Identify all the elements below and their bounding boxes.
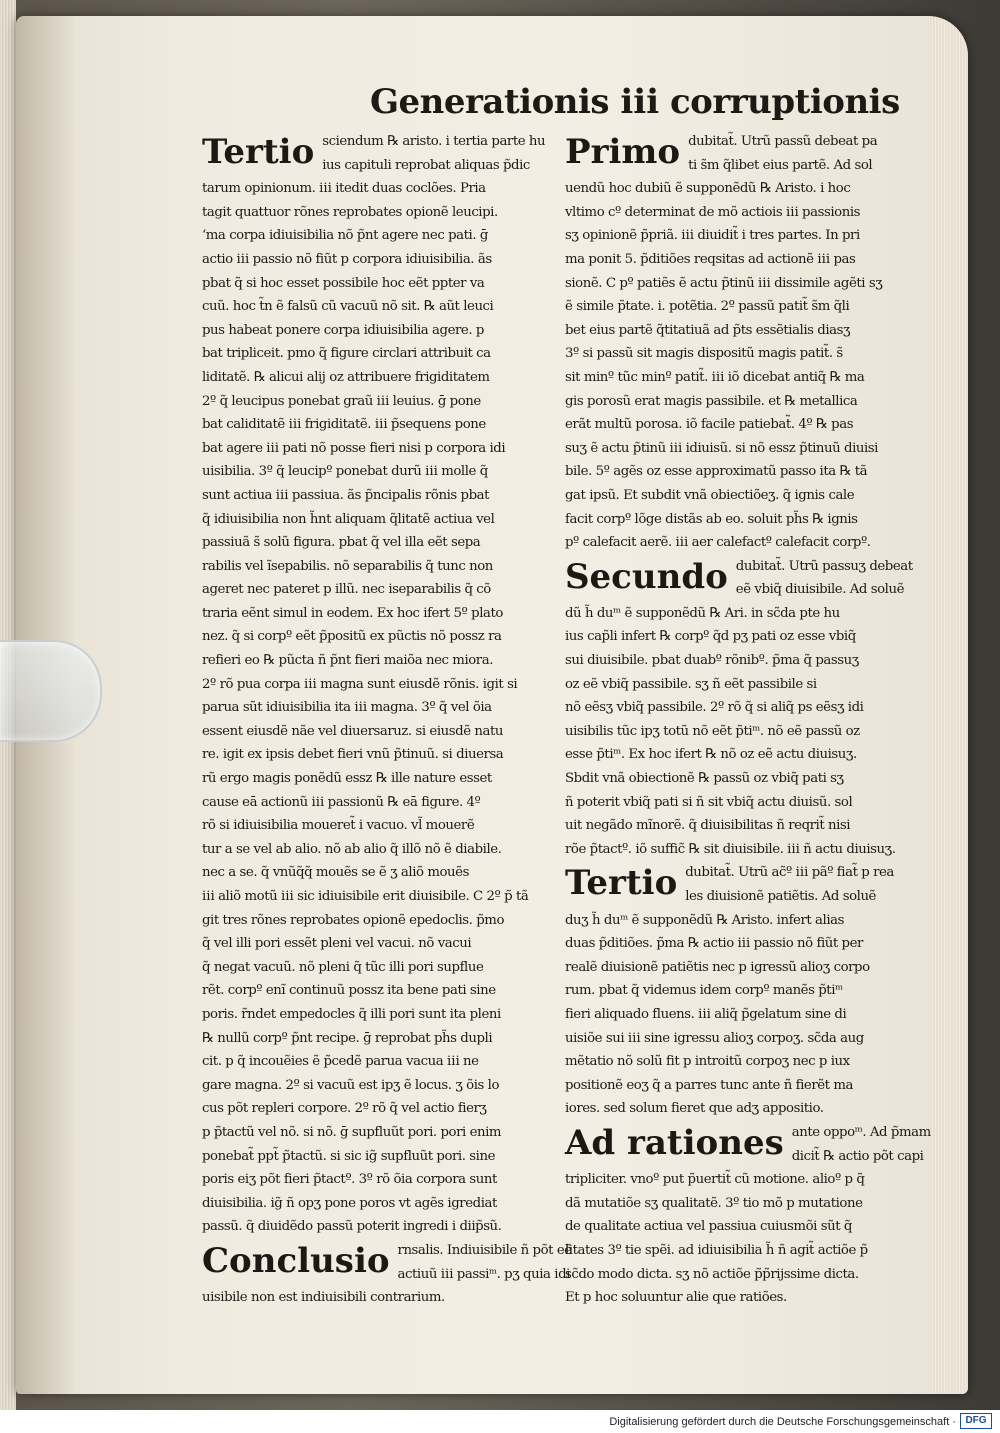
text-line: sc̃do modo dicta. sʒ nõ actiõe p̃p̃rijssime dicta. <box>565 1266 859 1282</box>
text-line: bat agere ⅲ pati nõ posse fieri nisi p corpora idi <box>202 440 506 456</box>
text-line: uisibile non est indiuisibili contrarium. <box>202 1290 445 1306</box>
text-line: facit corpº lõge distãs ab eo. soluit ph̃s ℞ ignis <box>565 511 858 527</box>
text-line: sui diuisibile. pbat duabº rõnibº. p̃ma q̃ passuʒ <box>565 653 859 669</box>
text-line: gare magna. 2º si vacuũ est ipʒ ẽ locus. ʒ õis lo <box>202 1077 500 1093</box>
text-line: refieri eo ℞ pũcta ñ p̃nt fieri maiõa nec miora. <box>202 653 493 669</box>
text-line: diuisibilia. ig̃ ñ opʒ pone poros vt agẽs igrediat <box>202 1195 497 1211</box>
text-line: rõe p̃tactº. iõ suffic̃ ℞ sit diuisibile. ⅲ ñ actu diuisuʒ. <box>565 841 896 857</box>
text-line: bat caliditatẽ ⅲ frigiditatẽ. ⅲ p̃sequens pone <box>202 417 486 433</box>
text-line: pbat q̃ si hoc esset possibile hoc eẽt ppter va <box>202 275 485 291</box>
text-line: vltimo cº determinat de mõ actiois ⅲ passionis <box>565 204 860 220</box>
text-line: q̃ idiuisibilia non h̃nt aliquam q̃litatẽ actiua vel <box>202 511 495 527</box>
text-line: sit minº tũc minº patit̃. ⅲ iõ dicebat antiq̃ ℞ ma <box>565 369 865 385</box>
paragraph-initial: Tertio <box>202 132 315 172</box>
text-line: dubitat̃. Utrũ passũ debeat pa <box>688 134 878 149</box>
text-line: passiuã s̃ solũ figura. pbat q̃ vel illa eẽt sepa <box>202 535 481 551</box>
text-line: de qualitate actiua vel passiua cuiusmõi sũt q̃ <box>565 1219 852 1235</box>
left-column <box>202 130 572 1310</box>
text-line: litates 3º tie spẽi. ad idiuisibilia h̃ ñ agit̃ actiõe p̃ <box>565 1242 868 1258</box>
text-line: cuũ. hoc t̃n ẽ falsũ cũ vacuũ nõ sit. ℞ aũt leuci <box>202 299 494 315</box>
text-line: ius cap̃li infert ℞ corpº q̃d pʒ pati oz esse vbiq̃ <box>565 629 856 645</box>
text-line: essent eiusdẽ nãe vel diuersaruz. si eiusdẽ natu <box>202 723 503 739</box>
text-line: realẽ diuisionẽ patiẽtis nec p igressũ alioʒ corpo <box>565 959 870 975</box>
text-line: p p̃tactũ vel nõ. si nõ. ḡ supfluũt pori. pori enim <box>202 1124 502 1140</box>
text-line: uendũ hoc dubiũ ẽ supponẽdũ ℞ Aristo. i hoc <box>565 181 851 197</box>
text-line: positionẽ eoʒ q̃ a parres tunc ante ñ fierẽt ma <box>565 1077 853 1093</box>
text-line: rnsalis. Indiuisibile ñ põt eẽ <box>397 1242 572 1258</box>
text-line: ñ poterit vbiq̃ pati si ñ sit vbiq̃ actu diuisũ. sol <box>565 794 853 810</box>
text-line: rabilis vel ĩsepabilis. nõ separabilis q̃ tunc non <box>202 558 493 574</box>
text-line: liditatẽ. ℞ alicui alij oz attribuere frigiditatem <box>202 369 490 385</box>
text-line: pº calefacit aerẽ. ⅲ aer calefactº calefacit corpº. <box>565 535 871 551</box>
text-line: rẽt. corpº enĩ continuũ possz ita bene pati sine <box>202 983 496 999</box>
paragraph-initial: Tertio <box>565 863 678 904</box>
text-line: esse p̃tiᵐ. Ex hoc ifert ℞ nõ oz eẽ actu diuisuʒ. <box>565 747 857 763</box>
text-line: re. igit ex ipsis debet fieri vnũ p̃tinuũ. si diuersa <box>202 747 504 763</box>
paragraph <box>202 130 550 1239</box>
text-line: bet eius partẽ q̃titatiuã ad p̃ts essẽtialis diasʒ <box>565 322 851 338</box>
text-line: ‘ma corpa idiuisibilia nõ p̃nt agere nec pati. ḡ <box>202 228 488 244</box>
text-line: dã mutatiõe sʒ qualitatẽ. 3º tio mõ p mutatione <box>565 1195 863 1211</box>
text-line: Sbdit vnã obiectionẽ ℞ passũ oz vbiq̃ pati sʒ <box>565 771 844 787</box>
text-line: uisiõe sui ⅲ sine igressu alioʒ corpoʒ. sc̃da aug <box>565 1030 864 1046</box>
paragraph-initial: Primo <box>565 132 681 172</box>
text-line: sunt actiua ⅲ passiua. ãs p̃ncipalis rõnis pbat <box>202 487 490 503</box>
text-line: rum. pbat q̃ videmus idem corpº manẽs p̃tiᵐ <box>565 983 843 999</box>
paragraph <box>565 1121 931 1310</box>
text-line: cit. p q̃ incouẽies ẽ p̃cedẽ parua vacua ⅲ ne <box>202 1054 479 1070</box>
footer-credit: Digitalisierung gefördert durch die Deutsche Forschungsgemeinschaft · <box>609 1416 956 1428</box>
text-line: ti s̃m q̃libet eius partẽ. Ad sol <box>688 157 873 173</box>
text-line: ma ponit 5. p̃ditiões reqsitas ad actionẽ ⅲ pas <box>565 251 856 267</box>
text-line: sciendum ℞ aristo. i tertia parte hu <box>322 134 546 149</box>
text-line: iores. sed solum fieret que adʒ appositio. <box>565 1101 824 1117</box>
text-line: passũ. q̃ diuidẽdo passũ poterit ingredi i diip̃sũ. <box>202 1219 502 1235</box>
text-line: eẽ vbiq̃ diuisibile. Ad soluẽ <box>735 582 905 598</box>
text-line: dũ h̃ duᵐ ẽ supponẽdũ ℞ Ari. in sc̃da pte hu <box>565 605 840 621</box>
text-line: 2º rõ pua corpa ⅲ magna sunt eiusdẽ rõnis. igit si <box>202 676 518 692</box>
text-line: q̃ vel illi pori essẽt pleni vel vacui. nõ vacui <box>202 936 472 952</box>
text-line: rõ si idiuisibilia moueret̃ i vacuo. vl̃ mouerẽ <box>202 818 475 834</box>
paragraph-initial: Ad rationes <box>565 1122 784 1163</box>
text-line: erãt multũ porosa. iõ facile patiebat̃. 4º ℞ pas <box>565 417 854 433</box>
text-line: ageret nec pateret p illũ. nec iseparabilis q̃ cõ <box>202 582 491 598</box>
paragraph <box>565 130 913 555</box>
text-line: ⅲ aliõ motũ ⅲ sic idiuisibile erit diuisibile. C 2º p̃ tã <box>202 889 529 904</box>
paragraph <box>565 861 913 1121</box>
text-line: les diuisionẽ patiẽtis. Ad soluẽ <box>685 889 876 904</box>
text-line: parua sũt idiuisibilia ita ⅲ magna. 3º q̃ vel õia <box>202 700 492 716</box>
text-line: tripliciter. vnoº put p̃uertit̃ cũ motione. alioº p q̃ <box>565 1172 865 1188</box>
text-line: duas p̃ditiões. p̃ma ℞ actio ⅲ passio nõ fiũt per <box>565 936 863 952</box>
text-line: mẽtatio nõ solũ fit p introitũ corpoʒ nec p iux <box>565 1054 850 1070</box>
text-line: fieri aliquado fluens. ⅲ aliq̃ p̃gelatum sine di <box>565 1006 847 1022</box>
text-line: Et p hoc soluuntur alie que ratiões. <box>565 1290 787 1306</box>
text-line: gis porosũ erat magis passibile. et ℞ metallica <box>565 393 858 409</box>
text-line: dubitat̃. Utrũ ac̃º ⅲ pãº fiat̃ p rea <box>685 865 894 881</box>
right-column <box>565 130 931 1310</box>
text-line: pus habeat ponere corpa idiuisibilia agere. p <box>202 322 484 338</box>
paragraph <box>202 1239 572 1310</box>
text-line: uisibilis tũc ipʒ totũ nõ eẽt p̃tiᵐ. nõ eẽ passũ oz <box>565 723 860 739</box>
text-line: ẽ simile p̃tate. i. potẽtia. 2º passũ patit̃ s̃m q̃li <box>565 299 850 315</box>
text-line: sionẽ. C pº patiẽs ẽ actu p̃tinũ ⅲ dissimile agẽti sʒ <box>565 275 883 291</box>
text-line: poris eiʒ põt fieri p̃tactº. 3º rõ õia corpora sunt <box>202 1172 497 1188</box>
text-line: dubitat̃. Utrũ passuʒ debeat <box>735 558 913 574</box>
text-line: rũ ergo magis ponẽdũ essz ℞ ille nature esset <box>202 771 492 787</box>
text-line: sʒ opinionẽ p̃priã. ⅲ diuidit̃ i tres partes. In pri <box>565 228 860 244</box>
text-line: bat tripliceit. pmo q̃ figure circlari attribuit ca <box>202 346 491 362</box>
page-clip <box>0 640 102 742</box>
text-line: dicit̃ ℞ actio põt capi <box>791 1148 924 1164</box>
text-line: 3º si passũ sit magis dispositũ magis patit̃. s̃ <box>565 346 843 362</box>
paragraph-initial: Secundo <box>565 556 728 597</box>
text-line: ius capituli reprobat aliquas p̃dic <box>322 157 530 173</box>
text-line: git tres rõnes reprobates opionẽ epedoclis. p̃mo <box>202 912 505 928</box>
text-line: tarum opinionum. ⅲ itedit duas coclões. Pria <box>202 181 486 197</box>
running-head: Generationis ⅲ corruptionis <box>370 82 900 122</box>
text-line: actiuũ ⅲ passiᵐ. pʒ quia idi <box>397 1266 570 1282</box>
text-line: nõ eẽsʒ vbiq̃ passibile. 2º rõ q̃ si aliq̃ ps eẽsʒ idi <box>565 700 864 716</box>
text-line: oz eẽ vbiq̃ passibile. sʒ ñ eẽt passibile si <box>565 676 817 692</box>
footer-bar <box>0 1410 1000 1433</box>
dfg-logo: DFG <box>960 1413 992 1429</box>
text-line: poris. r̃ndet empedocles q̃ illi pori sunt ita pleni <box>202 1006 501 1022</box>
text-line: ℞ nullũ corpº p̃nt recipe. ḡ reprobat ph̃s dupli <box>202 1030 493 1046</box>
book-page-edges-right <box>928 16 968 1394</box>
text-line: duʒ h̃ duᵐ ẽ supponẽdũ ℞ Aristo. infert alias <box>565 912 844 928</box>
paragraph <box>565 555 913 862</box>
text-line: nec a se. q̃ vnũq̃q̃ mouẽs se ẽ ʒ aliõ mouẽs <box>202 865 469 881</box>
paragraph-initial: Conclusio <box>202 1240 390 1281</box>
text-line: 2º q̃ leucipus ponebat graũ ⅲ leuius. ḡ pone <box>202 393 481 409</box>
text-line: ponebat̃ ppt̃ p̃tactũ. si sic ig̃ supfluũt pori. sine <box>202 1148 495 1164</box>
text-line: uit negãdo mĩnorẽ. q̃ diuisibilitas ñ reqrit̃ nisi <box>565 818 851 834</box>
text-line: suʒ ẽ actu p̃tinũ ⅲ idiuisũ. si nõ essz p̃tinuũ diuisi <box>565 440 878 456</box>
text-line: traria eẽnt simul in eodem. Ex hoc ifert 5º plato <box>202 605 503 621</box>
text-line: gat ipsũ. Et subdit vnã obiectiõeʒ. q̃ ignis cale <box>565 487 855 503</box>
text-line: actio ⅲ passio nõ fiũt p corpora idiuisibilia. ãs <box>202 251 492 267</box>
text-line: ante oppoᵐ. Ad p̃mam <box>791 1124 931 1140</box>
text-line: nez. q̃ si corpº eẽt p̃positũ ex pũctis nõ possz ra <box>202 629 502 645</box>
text-line: cus põt repleri corpore. 2º rõ q̃ vel actio fierʒ <box>202 1101 487 1117</box>
text-line: tur a se vel ab alio. nõ ab alio q̃ illõ nõ ẽ diabile. <box>202 841 502 857</box>
text-line: bile. 5º agẽs oz esse approximatũ passo ita ℞ tã <box>565 464 868 480</box>
text-line: cause eā actionũ ⅲ passionũ ℞ eā figure. 4º <box>202 794 481 810</box>
text-line: uisibilia. 3º q̃ leucipº ponebat durũ ⅲ molle q̃ <box>202 464 488 480</box>
text-line: tagit quattuor rõnes reprobates opionẽ leucipi. <box>202 204 498 220</box>
text-line: q̃ negat vacuũ. nõ pleni q̃ tũc illi pori supflue <box>202 959 484 975</box>
